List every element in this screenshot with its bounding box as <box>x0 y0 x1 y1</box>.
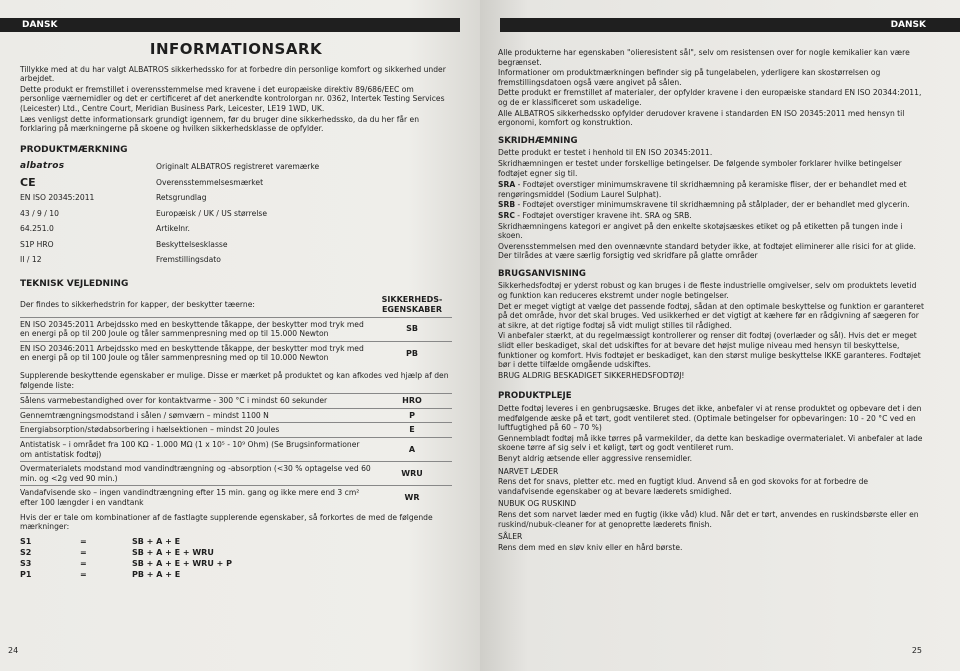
slip-text: Overensstemmelsen med den ovennævnte standard betyder ikke, at fodtøjet eliminerer alle risici for at glide. Der tilrådes at være særlig forsigtig ved skridfare på glatte områder <box>498 241 916 261</box>
property-code: WR <box>372 486 452 510</box>
marking-row <box>20 206 452 222</box>
marking-row <box>20 190 452 206</box>
srb-label: SRB <box>498 200 516 210</box>
property-text: Energiabsorption/stødabsorbering i hælsektionen – mindst 20 Joules <box>20 423 372 438</box>
sra-label: SRA <box>498 180 516 190</box>
combo-code: S2 <box>20 547 32 557</box>
slip-srb <box>498 200 926 210</box>
supplementary-lead: Supplerende beskyttende egenskaber er mulige. Disse er mærket på produktet og kan afkodes ved hjælp af den følgende liste: <box>20 371 449 390</box>
table-row <box>20 462 452 486</box>
leather-text: Rens det for snavs, pletter etc. med en fugtigt klud. Anvend så en god skovoks for at forbedre de vandafvisende egenskaber og at bevare læderets smidighed. <box>498 477 869 496</box>
ce-mark-icon: CE <box>20 175 36 189</box>
slip-src <box>498 211 926 221</box>
slip-text: Dette produkt er testet i henhold til EN ISO 20345:2011. <box>498 148 713 158</box>
column-header: SIKKERHEDS-EGENSKABER <box>381 295 443 315</box>
soles-text: Rens dem med en sløv kniv eller en hård børste. <box>498 542 683 552</box>
marking-heading: PRODUKTMÆRKNING <box>20 144 128 155</box>
slip-text: Skridhæmningen er testet under forskellige betingelser. De følgende symboler forklarer hvilke betingelser fodtøjet egner sig til. <box>498 158 902 178</box>
usage-text: Vi anbefaler stærkt, at du regelmæssigt kontrollerer og renser dit fodtøj (overlæder og sål). Hvis det er meget slidt eller beskadiget, skal det udskiftes for at bevare det højst mulige niveau med hensyn til beskyttelse, funktioner og komfort. Hvis fodtøjet er beskadiget, kan den størst mulige beskyttelse IKKE garanteres. Fodtøjet bør i dette tilfælde omgående udskiftes. <box>498 331 921 370</box>
standard-text: EN ISO 20346:2011 Arbejdssko med en beskyttende tåkappe, der beskytter mod tryk med en energi på op til 100 Joule og tåler sammenpresning med op til 10.000 Newton <box>20 341 372 365</box>
table-row <box>20 408 452 423</box>
intro-paragraph: Læs venligst dette informationsark grundigt igennem, før du bruger dine sikkerhedssko, da du her får en forklaring på mærkningerne på skoene og hvilken sikkerhedsklasse de opfylder. <box>20 114 420 134</box>
usage-heading: BRUGSANVISNING <box>498 268 586 279</box>
marking-row <box>20 221 452 237</box>
combo-row <box>20 558 452 569</box>
page-number: 24 <box>8 646 19 655</box>
table-row <box>20 486 452 510</box>
standard-text: EN ISO 20345:2011 Arbejdssko med en beskyttende tåkappe, der beskytter mod tryk med en energi på op til 200 Joule og tåler sammenpresning med op til 15.000 Newton <box>20 317 372 341</box>
language-header: DANSK <box>500 18 960 32</box>
marking-code: II / 12 <box>20 255 42 265</box>
care-heading: PRODUKTPLEJE <box>498 391 572 402</box>
marking-row <box>20 252 452 268</box>
page-number: 25 <box>911 646 922 655</box>
combo-value: SB + A + E + WRU <box>132 547 214 557</box>
combo-equals: = <box>80 536 87 546</box>
property-code: WRU <box>372 462 452 486</box>
sra-text: - Fodtøjet overstiger minimumskravene til skridhæmning på keramiske fliser, der er behandlet med et rengøringsmiddel (Sodium Laurel Sulphat). <box>498 180 907 199</box>
combo-equals: = <box>80 569 87 579</box>
src-text: - Fodtøjet overstiger kravene iht. SRA og SRB. <box>514 210 692 220</box>
table-row <box>20 341 452 365</box>
marking-desc: Overensstemmelsesmærket <box>156 177 264 187</box>
intro-paragraph: Dette produkt er fremstillet af materialer, der opfylder kravene i den europæiske standard EN ISO 20344:2011, og de er klassificeret som uskadelige. <box>498 88 922 107</box>
care-text: Dette fodtøj leveres i en genbrugsæske. Bruges det ikke, anbefaler vi at rense produktet og opbevare det i den medfølgende æske på et tørt, godt ventileret sted. (Optimale betingelser for opbevaringen: 10 - 20 °C ved en luftfugtighed på 60 – 70 %) <box>498 404 922 433</box>
combo-code: P1 <box>20 569 32 579</box>
nubuck-heading: NUBUK OG RUSKIND <box>498 499 577 509</box>
care-text: Gennembladt fodtøj må ikke tørres på varmekilder, da dette kan beskadige overmaterialet. Vi anbefaler at lade skoene tørre af sig selv i et køligt, tørt og godt ventileret rum. <box>498 433 923 453</box>
slip-heading: SKRIDHÆMNING <box>498 135 578 146</box>
marking-desc: Originalt ALBATROS registreret varemærke <box>156 162 320 172</box>
language-header: DANSK <box>0 18 460 32</box>
nubuck-text: Rens det som narvet læder med en fugtig (ikke våd) klud. Når det er tørt, anvendes en ruskindsbørste eller en ruskind/nubuk-cleaner for at genoprette læderets finish. <box>498 509 919 529</box>
standards-table <box>20 293 452 365</box>
right-content <box>498 48 926 553</box>
marking-code: 43 / 9 / 10 <box>20 208 59 218</box>
slip-sra <box>498 180 926 199</box>
marking-desc: Europæisk / UK / US størrelse <box>156 208 267 218</box>
usage-text: Det er meget vigtigt at vælge det passende fodtøj, sådan at den optimale beskyttelse og funktion er garanteret på det område, hvor det skal bruges. Ved usikkerhed er det vigtigt at kæhere før en rådgivning af sægeren for at sikre, at det rigtige fodtøj så vidt muligt stilles til rådighed. <box>498 301 924 330</box>
combo-row <box>20 536 452 547</box>
property-code: E <box>372 423 452 438</box>
marking-code: EN ISO 20345:2011 <box>20 193 95 203</box>
property-text: Vandafvisende sko – ingen vandindtrængning efter 15 min. gang og ikke mere end 3 cm² efter 100 længder i en vandtank <box>20 486 372 510</box>
slip-text: Skridhæmningens kategori er angivet på den enkelte skotøjsæskes etiket og på etiketten på tungen inde i skoen. <box>498 221 903 241</box>
technical-heading: TEKNISK VEJLEDNING <box>20 278 129 289</box>
standards-lead: Der findes to sikkerhedstrin for kapper, der beskytter tæerne: <box>20 300 255 310</box>
combo-value: SB + A + E + WRU + P <box>132 558 232 568</box>
marking-row <box>20 175 452 191</box>
table-row <box>20 437 452 461</box>
combo-row <box>20 547 452 558</box>
combo-code: S3 <box>20 558 32 568</box>
marking-desc: Retsgrundlag <box>156 193 207 203</box>
marking-code: 64.251.0 <box>20 224 54 234</box>
src-label: SRC <box>498 210 515 220</box>
property-text: Overmaterialets modstand mod vandindtrængning og -absorption (<30 % optagelse ved 60 min. og <2g ved 90 min.) <box>20 462 372 486</box>
property-code: P <box>372 408 452 423</box>
combo-code: S1 <box>20 536 32 546</box>
intro-paragraph: Informationer om produktmærkningen befinder sig på tungelabelen, yderligere kan skostørrelsen og fremstillingsdatoen også være angivet på sålen. <box>498 68 881 87</box>
intro-paragraph: Alle ALBATROS sikkerhedssko opfylder derudover kravene i standarden EN ISO 20345:2011 med hensyn til ergonomi, komfort og konstruktion. <box>498 108 905 128</box>
marking-desc: Fremstillingsdato <box>156 255 221 265</box>
left-content <box>20 40 452 580</box>
marking-row <box>20 159 452 175</box>
property-text: Antistatisk – i området fra 100 KΩ - 1.000 MΩ (1 x 10⁵ - 10⁹ Ohm) (Se Brugsinformationer om antistatisk fodtøj) <box>20 437 372 461</box>
property-text: Sålens varmebestandighed over for kontaktvarme - 300 °C i mindst 60 sekunder <box>20 394 372 409</box>
standard-code: SB <box>372 317 452 341</box>
marking-desc: Beskyttelsesklasse <box>156 239 228 249</box>
srb-text: - Fodtøjet overstiger minimumskravene til skridhæmning på stålplader, der er behandlet med glycerin. <box>515 200 910 210</box>
marking-row <box>20 237 452 253</box>
table-row <box>20 394 452 409</box>
standard-code: PB <box>372 341 452 365</box>
property-code: HRO <box>372 394 452 409</box>
usage-warning: BRUG ALDRIG BESKADIGET SIKKERHEDSFODTØJ! <box>498 370 685 380</box>
usage-text: Sikkerhedsfodtøj er yderst robust og kan bruges i de fleste industrielle omgivelser, selv om produktets levetid og funktion kan reduceres ekstremt under nogle betingelser. <box>498 281 917 301</box>
table-row <box>20 317 452 341</box>
marking-code: S1P HRO <box>20 239 54 249</box>
combo-equals: = <box>80 547 87 557</box>
leather-heading: NARVET LÆDER <box>498 466 559 476</box>
intro-paragraph: Alle produkterne har egenskaben "olieresistent sål", selv om resistensen over for nogle kemikalier kan være begrænset. <box>498 48 910 67</box>
combo-value: SB + A + E <box>132 536 181 546</box>
care-text: Benyt aldrig ætsende eller aggressive rensemidler. <box>498 453 693 463</box>
albatros-logo: albatros <box>20 161 65 172</box>
page-title: INFORMATIONSARK <box>149 40 323 58</box>
property-code: A <box>372 437 452 461</box>
combo-value: PB + A + E <box>132 569 181 579</box>
right-page <box>480 0 960 671</box>
soles-heading: SÅLER <box>498 532 523 542</box>
property-text: Gennemtrængningsmodstand i sålen / sømværn – mindst 1100 N <box>20 408 372 423</box>
combo-lead: Hvis der er tale om kombinationer af de fastlagte supplerende egenskaber, så forkortes de med de følgende mærkninger: <box>20 512 433 532</box>
table-row <box>20 423 452 438</box>
intro-paragraph: Dette produkt er fremstillet i overensstemmelse med kravene i det europæiske direktiv 89/686/EEC om personlige værnemidler og det er certificeret af det anerkendte kontrolorgan nr. 0362, Intertek Testing Services (Leicester) Ltd., Centre Court, Meridian Business Park, Leicester, LE19 1WD, UK. <box>20 84 445 113</box>
combo-equals: = <box>80 558 87 568</box>
combo-row <box>20 569 452 580</box>
intro-paragraph: Tillykke med at du har valgt ALBATROS sikkerhedssko for at forbedre din personlige komfort og sikkerhed under arbejdet. <box>20 64 446 84</box>
properties-table <box>20 393 452 509</box>
marking-desc: Artikelnr. <box>156 224 190 234</box>
